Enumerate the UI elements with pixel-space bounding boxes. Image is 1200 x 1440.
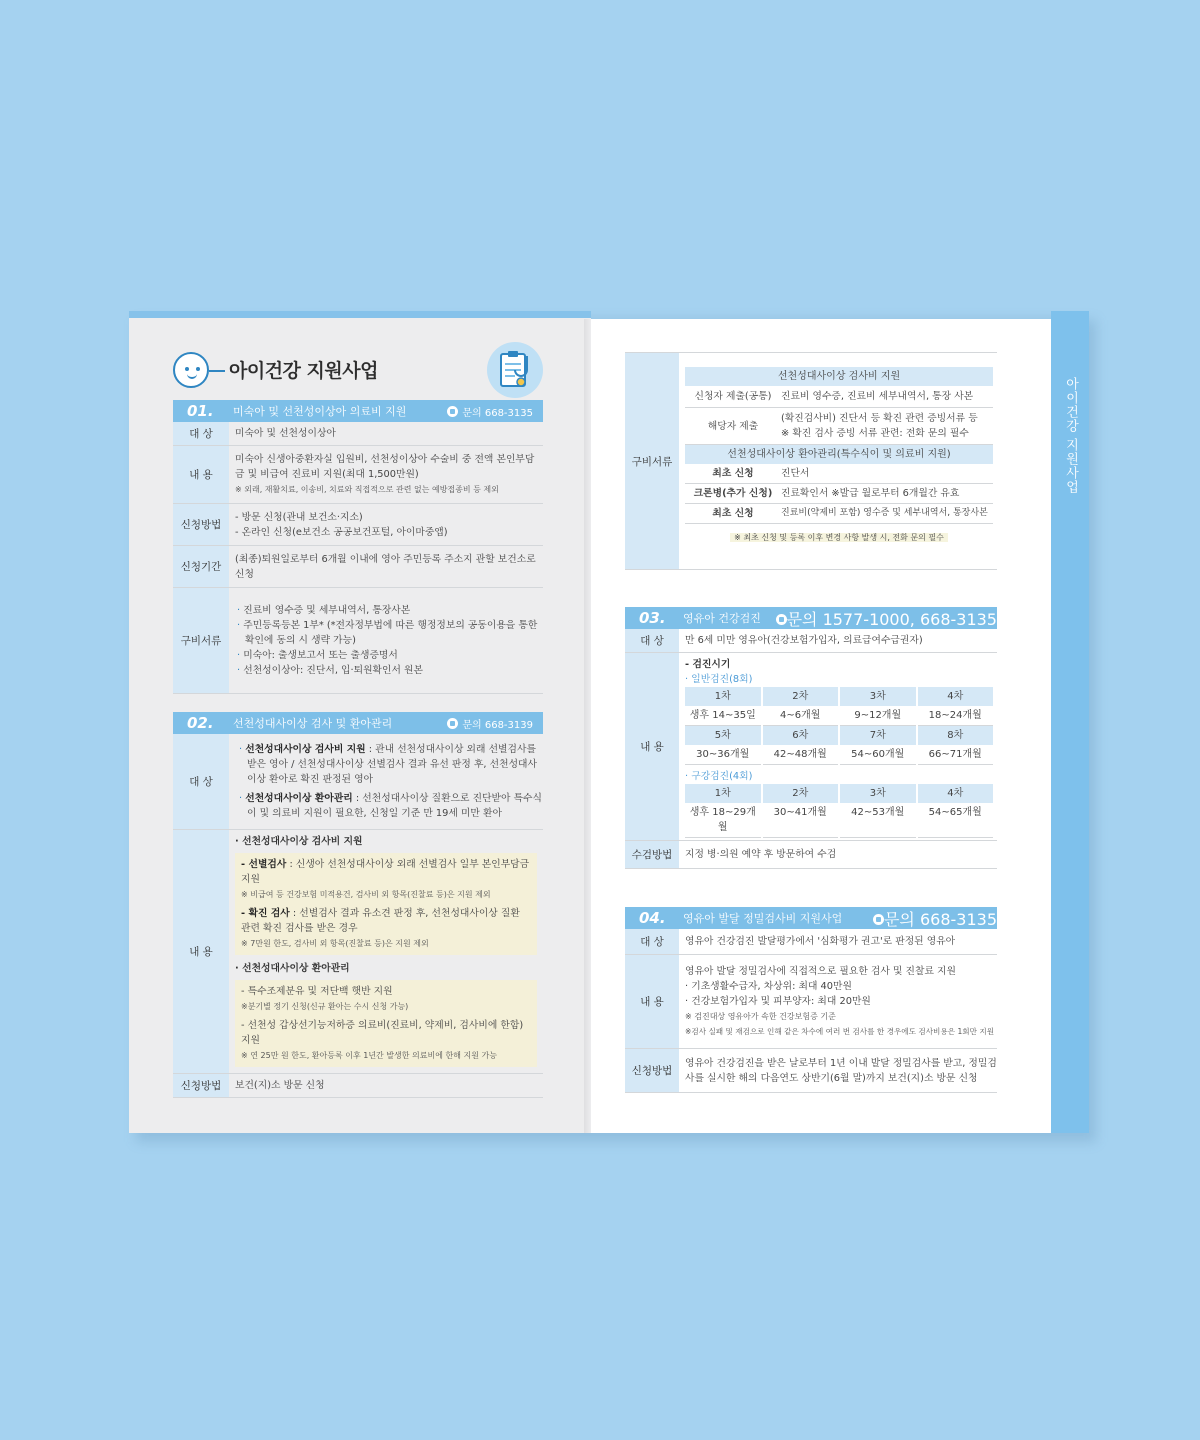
- note-box: ※ 최초 신청 및 등록 이후 변경 사항 발생 시, 전화 문의 필수: [730, 533, 948, 542]
- docs-table: 구비서류 선천성대사이상 검사비 지원 신청자 제출(공통) 진료비 영수증, 진료비 세부내역서, 통장 사본 해당자 제출 (확진검사비) 진단서 등 확진 관련 증빙서류 등 ※ 확진 검사 증빙 서류 관련: 전화 문의 필수 선천성대사이상 환아관리(특수식이 및 의료비 지원) 최초 신청 진단서 크론병(추가 신청) 진료확인서 ※발급 월로부터 6개월간 유효 최초 신청 진료비(약제비 포함) 영수증 및 세부내역서, 통장사본 ※ 최초 신청 및 등록 이후 변경 사항 발생 시, 전화 문의 필수: [625, 352, 997, 570]
- section-number: 01.: [187, 402, 214, 420]
- section-title: 영유아 건강검진: [683, 612, 761, 625]
- section-header-03: [625, 607, 997, 629]
- phone-contact: 문의 668-3135: [447, 404, 543, 419]
- phone-contact: 문의 668-3135: [873, 907, 997, 930]
- row-content: 내 용 - 검진시기 · 일반검진(8회) 1차 2차 3차 4차 생후 14~35일 4~6개월 9~12개월 18~24개월 5차 6차 7차 8차 30~36개월 42~48개월 54~60개월 66~71개월 · 구강검진(4회) 1차 2차 3차 4차 생후 18~29개월 30~41개월 42~53개월 54~65개월: [625, 653, 997, 841]
- phone-icon: [447, 718, 458, 729]
- row-target: 대 상 만 6세 미만 영유아(건강보험가입자, 의료급여수급권자): [625, 629, 997, 653]
- section-title: 선천성대사이상 검사 및 환아관리: [233, 717, 393, 730]
- left-page: [129, 311, 591, 1133]
- row-docs: 구비서류 · 진료비 영수증 및 세부내역서, 통장사본 · 주민등록등본 1부* (*전자정부법에 따른 행정정보의 공동이용을 통한 확인에 동의 시 생략 가능) · 미숙아: 출생보고서 또는 출생증명서 · 선천성이상아: 진단서, 입·퇴원확인서 원본: [173, 588, 543, 694]
- row-content: 내 용 영유아 발달 정밀검사에 직접적으로 필요한 검사 및 진찰료 지원 · 기초생활수급자, 차상위: 최대 40만원 · 건강보험가입자 및 피부양자: 최대 20만원 ※ 검진대상 영유아가 속한 건강보험증 기준 ※검사 실패 및 재검으로 인해 같은 차수에 여러 번 검사를 한 경우에도 검사비용은 1회만 지원: [625, 955, 997, 1049]
- section-number: 03.: [639, 609, 666, 627]
- row-method: 신청방법 영유아 건강검진을 받은 날로부터 1년 이내 발달 정밀검사를 받고, 정밀검사를 실시한 해의 다음연도 상반기(6월 말)까지 보건(지)소 방문 신청: [625, 1049, 997, 1093]
- right-page: [591, 319, 1051, 1133]
- phone-icon: [873, 914, 884, 925]
- row-period: 신청기간 (최종)퇴원일로부터 6개월 이내에 영아 주민등록 주소지 관할 보건소로 신청: [173, 546, 543, 588]
- divider: [209, 370, 225, 372]
- clipboard-stethoscope-icon: [487, 342, 543, 398]
- checkup-schedule-table: 1차 2차 3차 4차 생후 14~35일 4~6개월 9~12개월 18~24개월 5차 6차 7차 8차 30~36개월 42~48개월 54~60개월 66~71개월: [685, 687, 993, 765]
- phone-contact: 문의 668-3139: [447, 716, 543, 731]
- phone-contact: 문의 1577-1000, 668-3135: [776, 607, 997, 630]
- note-box: - 특수조제분유 및 저단백 햇반 지원 ※분기별 정기 신청(신규 환아는 수시 신청 가능) - 선천성 갑상선기능저하증 의료비(진료비, 약제비, 검사비에 한함) 지원 ※ 연 25만 원 한도, 환아등록 이후 1년간 발생한 의료비에 한해 지원 가능: [235, 980, 537, 1067]
- page-title: 아이건강 지원사업: [229, 360, 378, 382]
- booklet: [129, 311, 1089, 1133]
- baby-face-icon: [173, 352, 209, 388]
- row-method: 신청방법 - 방문 신청(관내 보건소·지소) - 온라인 신청(e보건소 공공보건포털, 아이마중앱): [173, 504, 543, 546]
- row-content: 내 용 · 선천성대사이상 검사비 지원 - 선별검사 : 신생아 선천성대사이상 외래 선별검사 일부 본인부담금 지원 ※ 비급여 등 건강보험 미적용건, 검사비 외 항목(진찰료 등)은 지원 제외 - 확진 검사 : 선별검사 결과 유소견 판정 후, 선천성대사이상 질환 관련 확진 검사를 받은 경우 ※ 7만원 한도, 검사비 외 항목(진찰료 등)은 지원 제외 · 선천성대사이상 환아관리 - 특수조제분유 및 저단백 햇반 지원 ※분기별 정기 신청(신규 환아는 수시 신청 가능) - 선천성 갑상선기능저하증 의료비(진료비, 약제비, 검사비에 한함) 지원 ※ 연 25만 원 한도, 환아등록 이후 1년간 발생한 의료비에 한해 지원 가능: [173, 830, 543, 1074]
- phone-icon: [447, 406, 458, 417]
- section-number: 02.: [187, 714, 214, 732]
- phone-icon: [776, 614, 787, 625]
- note-box: - 선별검사 : 신생아 선천성대사이상 외래 선별검사 일부 본인부담금 지원 ※ 비급여 등 건강보험 미적용건, 검사비 외 항목(진찰료 등)은 지원 제외 - 확진 검사 : 선별검사 결과 유소견 판정 후, 선천성대사이상 질환 관련 확진 검사를 받은 경우 ※ 7만원 한도, 검사비 외 항목(진찰료 등)은 지원 제외: [235, 853, 537, 955]
- section-header-04: [625, 907, 997, 929]
- section-title: 영유아 발달 정밀검사비 지원사업: [683, 912, 843, 925]
- row-method: 신청방법 보건(지)소 방문 신청: [173, 1074, 543, 1098]
- section-title: 미숙아 및 선천성이상아 의료비 지원: [233, 405, 407, 418]
- section-header-01: [173, 400, 543, 422]
- oral-checkup-table: 1차 2차 3차 4차 생후 18~29개월 30~41개월 42~53개월 54~65개월: [685, 784, 993, 838]
- side-tab-label: 아이건강 지원사업: [1063, 377, 1078, 495]
- row-target: 대 상 영유아 건강검진 발달평가에서 '심화평가 권고'로 판정된 영유아: [625, 929, 997, 955]
- section-header-02: [173, 712, 543, 734]
- row-method: 수검방법 지정 병·의원 예약 후 방문하여 수검: [625, 841, 997, 869]
- section-number: 04.: [639, 909, 666, 927]
- row-content: 내 용 미숙아 신생아중환자실 입원비, 선천성이상아 수술비 중 전액 본인부담금 및 비급여 진료비 지원(최대 1,500만원) ※ 외래, 재활치료, 이송비, 치료와 직접적으로 관련 없는 예방접종비 등 제외: [173, 446, 543, 504]
- row-target: 대 상 미숙아 및 선천성이상아: [173, 422, 543, 446]
- row-target: 대 상 · 선천성대사이상 검사비 지원 : 관내 선천성대사이상 외래 선별검사를 받은 영아 / 선천성대사이상 선별검사 결과 유선 판정 후, 선천성대사이상 환아로 확진 판정된 영아 · 선천성대사이상 환아관리 : 선천성대사이상 질환으로 진단받아 특수식이 및 의료비 지원이 필요한, 신청일 기준 만 19세 미만 환아: [173, 734, 543, 830]
